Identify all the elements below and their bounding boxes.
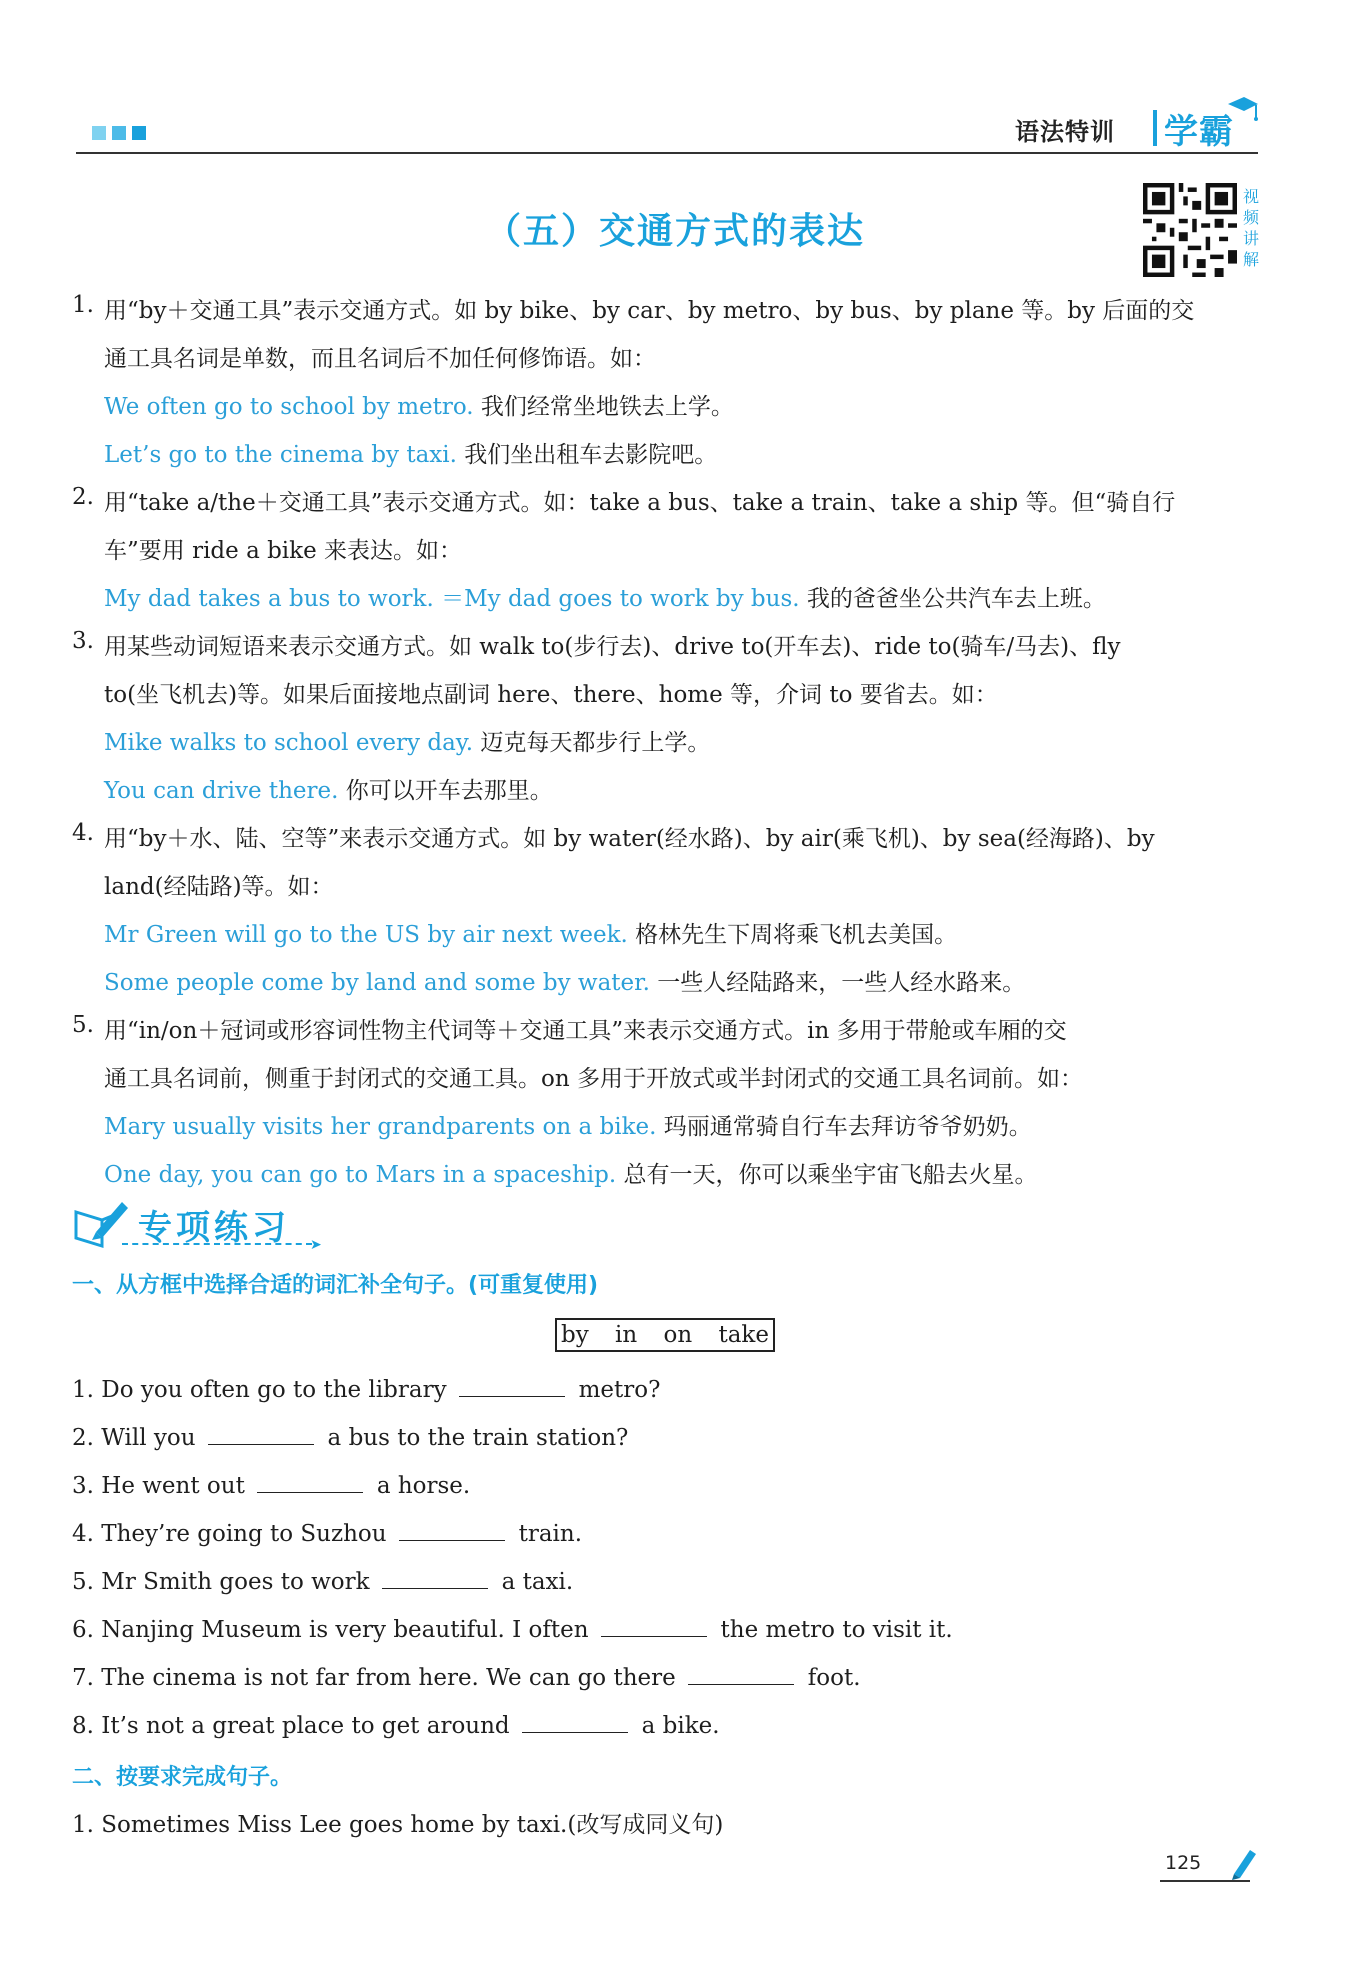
exercise-item [72,1710,720,1739]
example-english: One day, you can go to Mars in a spaceship. [104,1162,617,1188]
exercise-item [72,1806,723,1839]
item-number: 2. [72,1425,94,1451]
rule-text: 用某些动词短语来表示交通方式。如 walk to(步行去)、drive to(开车去)、ride to(骑车/马去)、fly [104,634,1121,660]
rule-text: to(坐飞机去)等。如果后面接地点副词 here、there、home 等，介词 to 要省去。如： [104,682,998,708]
exercise-item [72,1470,470,1499]
answer-blank[interactable] [601,1614,707,1637]
item-text: Nanjing Museum is very beautiful. I often [101,1617,589,1643]
example-sentence [104,436,717,469]
item-text: Mr Smith goes to work [101,1569,370,1595]
rule-text: land(经陆路)等。如： [104,874,334,900]
rule-number: 5. [72,1012,94,1038]
rule-text: 用“by＋交通工具”表示交通方式。如 by bike、by car、by metro、by bus、by plane 等。by 后面的交 [104,298,1195,324]
example-chinese: 迈克每天都步行上学。 [480,730,711,756]
header-decoration [92,126,146,140]
example-chinese: 格林先生下周将乘飞机去美国。 [635,922,958,948]
example-english: Mary usually visits her grandparents on a bike. [104,1114,657,1140]
example-sentence [104,964,1025,997]
exercise-item [72,1614,953,1643]
example-chinese: 一些人经陆路来，一些人经水路来。 [657,970,1026,996]
rule-number: 3. [72,628,94,654]
example-chinese: 总有一天，你可以乘坐宇宙飞船去火星。 [623,1162,1038,1188]
page-number: 125 [1165,1852,1202,1874]
exercise-item [72,1422,628,1451]
example-sentence [104,916,957,949]
pencil-icon [1228,1846,1258,1880]
qr-label: 视频讲解 [1242,187,1259,269]
item-text: foot. [807,1665,861,1691]
example-chinese: 我们经常坐地铁去上学。 [480,394,734,420]
rule-text: 通工具名词前，侧重于封闭式的交通工具。on 多用于开放式或半封闭式的交通工具名词前。如： [104,1066,1083,1092]
item-text: Will you [101,1425,196,1451]
word-box [555,1318,775,1352]
arrow-right-icon: ➤ [310,1237,322,1253]
exercise-item [72,1518,582,1547]
example-english: You can drive there. [104,778,339,804]
item-number: 6. [72,1617,94,1643]
item-text: They’re going to Suzhou [101,1521,387,1547]
item-text: The cinema is not far from here. We can go there [101,1665,676,1691]
rule-text: 车”要用 ride a bike 来表达。如： [104,538,463,564]
word-option: by [561,1322,589,1348]
exercise-item [72,1374,660,1403]
item-text: metro? [578,1377,661,1403]
graduation-cap-icon [1226,94,1260,124]
qr-code-icon[interactable] [1143,183,1237,277]
item-number: 5. [72,1569,94,1595]
item-text: a taxi. [501,1569,574,1595]
item-number: 1. [72,1812,94,1838]
rule-number: 4. [72,820,94,846]
item-text: a horse. [376,1473,471,1499]
rule-number: 2. [72,484,94,510]
example-sentence [104,580,1106,613]
item-text: a bus to the train station? [327,1425,629,1451]
example-english: Let’s go to the cinema by taxi. [104,442,457,468]
item-text: a bike. [641,1713,720,1739]
rule-text: 用“take a/the＋交通工具”表示交通方式。如：take a bus、take a train、take a ship 等。但“骑自行 [104,490,1176,516]
example-sentence [104,1156,1037,1189]
item-number: 1. [72,1377,94,1403]
answer-blank[interactable] [688,1662,794,1685]
page-number-rule [1160,1880,1250,1882]
practice-title: 专项练习 [138,1208,290,1248]
example-english: Mike walks to school every day. [104,730,474,756]
example-sentence [104,1108,1032,1141]
example-sentence [104,772,553,805]
item-text: It’s not a great place to get around [101,1713,510,1739]
exercise-item [72,1662,861,1691]
example-chinese: 我们坐出租车去影院吧。 [464,442,718,468]
example-sentence [104,724,710,757]
answer-blank[interactable] [522,1710,628,1733]
answer-blank[interactable] [257,1470,363,1493]
example-sentence [104,388,734,421]
answer-blank[interactable] [208,1422,314,1445]
header-section-name: 语法特训 [1015,118,1115,146]
example-english: My dad takes a bus to work. ＝My dad goes to work by bus. [104,586,800,612]
practice-underline [122,1243,312,1245]
example-chinese: 你可以开车去那里。 [345,778,553,804]
item-text: Do you often go to the library [101,1377,447,1403]
word-option: on [663,1322,693,1348]
item-number: 4. [72,1521,94,1547]
word-option: take [718,1322,769,1348]
word-option: in [615,1322,638,1348]
rule-text: 用“by＋水、陆、空等”来表示交通方式。如 by water(经水路)、by air(乘飞机)、by sea(经海路)、by [104,826,1155,852]
rule-text: 用“in/on＋冠词或形容词性物主代词等＋交通工具”来表示交通方式。in 多用于带舱或车厢的交 [104,1018,1067,1044]
item-number: 8. [72,1713,94,1739]
header-divider [1153,110,1157,146]
item-text: train. [518,1521,583,1547]
answer-blank[interactable] [399,1518,505,1541]
item-text: the metro to visit it. [720,1617,953,1643]
example-chinese: 玛丽通常骑自行车去拜访爷爷奶奶。 [663,1114,1032,1140]
section-title: （五）交通方式的表达 [484,211,865,252]
item-number: 7. [72,1665,94,1691]
example-english: Mr Green will go to the US by air next week. [104,922,628,948]
rule-text: 通工具名词是单数，而且名词后不加任何修饰语。如： [104,346,656,372]
answer-blank[interactable] [459,1374,565,1397]
item-text: Sometimes Miss Lee goes home by taxi.(改写成同义句) [101,1812,724,1838]
rule-number: 1. [72,292,94,318]
part1-title: 一、从方框中选择合适的词汇补全句子。(可重复使用) [72,1273,599,1298]
exercise-item [72,1566,573,1595]
example-chinese: 我的爸爸坐公共汽车去上班。 [806,586,1106,612]
brand-logo: 学霸 [1164,112,1234,152]
answer-blank[interactable] [382,1566,488,1589]
item-text: He went out [101,1473,245,1499]
part2-title: 二、按要求完成句子。 [72,1765,293,1790]
item-number: 3. [72,1473,94,1499]
example-english: Some people come by land and some by water. [104,970,650,996]
header-rule [76,152,1258,154]
example-english: We often go to school by metro. [104,394,474,420]
